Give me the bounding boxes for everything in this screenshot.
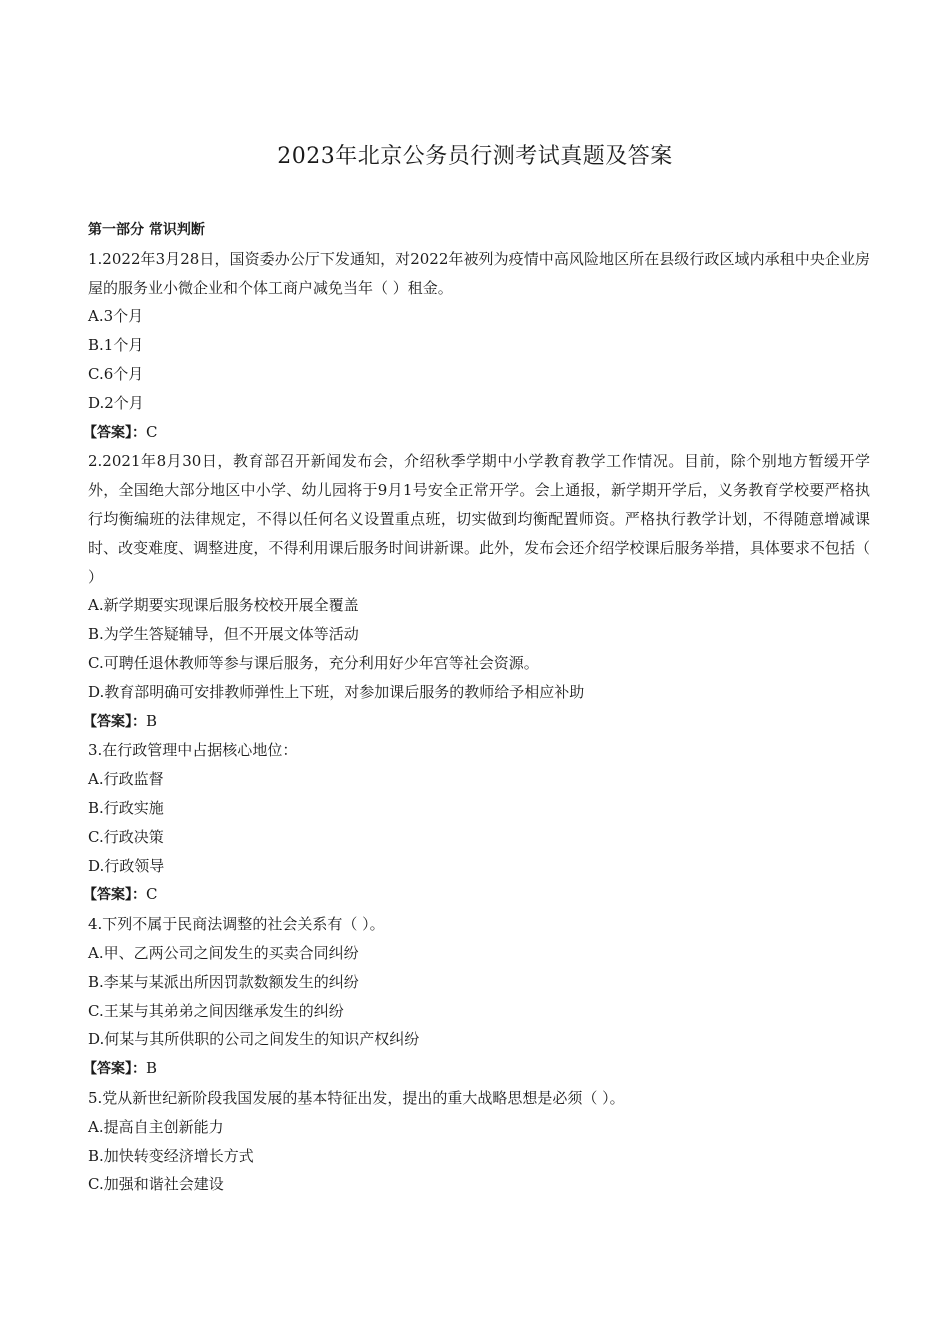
option-d: D.教育部明确可安排教师弹性上下班，对参加课后服务的教师给予相应补助 [88,682,585,701]
answer-value: C [146,422,158,441]
answer-label: 【答案】： [83,887,146,904]
answer-label: 【答案】： [83,1061,146,1078]
option-b: B.1个月 [88,336,144,355]
option-a: A.新学期要实现课后服务校校开展全覆盖 [88,596,359,615]
answer-value: C [146,885,158,904]
answer-label: 【答案】： [83,713,146,730]
option-c: C.6个月 [88,364,144,383]
document-title: 2023年北京公务员行测考试真题及答案 [277,144,673,169]
question-1 [83,245,870,448]
option-d: D.行政领导 [88,856,165,875]
option-a: A.行政监督 [88,770,164,789]
question-4 [83,910,870,1084]
option-d: D.2个月 [88,393,144,412]
document-content [83,216,870,1199]
question-text: 5.党从新世纪新阶段我国发展的基本特征出发，提出的重大战略思想是必须（ ）。 [88,1088,625,1107]
question-text: 4.下列不属于民商法调整的社会关系有（ ）。 [88,915,385,934]
answer-label: 【答案】： [83,424,146,441]
option-b: B.行政实施 [88,798,164,817]
option-a: A.3个月 [88,307,144,326]
question-5 [88,1084,870,1199]
answer-line [83,1054,870,1084]
section-heading: 第一部分 常识判断 [88,222,205,238]
option-d: D.何某与其所供职的公司之间发生的知识产权纠纷 [88,1030,420,1049]
question-2 [83,447,870,736]
answer-value: B [146,1059,158,1078]
question-3 [83,736,870,910]
option-b: B.加快转变经济增长方式 [88,1146,254,1165]
option-c: C.加强和谐社会建设 [88,1175,224,1194]
option-c: C.可聘任退休教师等参与课后服务，充分利用好少年宫等社会资源。 [88,653,539,672]
option-a: A.提高自主创新能力 [88,1117,224,1136]
question-text: 2.2021年8月30日，教育部召开新闻发布会，介绍秋季学期中小学教育教学工作情况。目前，除个别地方暂缓开学外，全国绝大部分地区中小学、幼儿园将于9月1号安全正常开学。会上通报，新学期开学后，义务教育学校要严格执行均衡编班的法律规定，不得以任何名义设置重点班，切实做到均衡配置师资。严格执行教学计划，不得随意增减课时、改变难度、调整进度，不得利用课后服务时间讲新课。此外，发布会还介绍学校课后服务举措，具体要求不包括（ ） [88,452,870,586]
answer-value: B [146,711,158,730]
answer-line [83,707,870,737]
question-text: 1.2022年3月28日，国资委办公厅下发通知，对2022年被列为疫情中高风险地区所在县级行政区域内承租中央企业房屋的服务业小微企业和个体工商户减免当年（ ）租金。 [88,249,870,297]
option-b: B.李某与某派出所因罚款数额发生的纠纷 [88,972,359,991]
option-c: C.王某与其弟弟之间因继承发生的纠纷 [88,1001,344,1020]
option-a: A.甲、乙两公司之间发生的买卖合同纠纷 [88,943,359,962]
question-text: 3.在行政管理中占据核心地位： [88,741,298,760]
answer-line [83,418,870,448]
option-c: C.行政决策 [88,827,164,846]
answer-line [83,880,870,910]
option-b: B.为学生答疑辅导，但不开展文体等活动 [88,625,359,644]
